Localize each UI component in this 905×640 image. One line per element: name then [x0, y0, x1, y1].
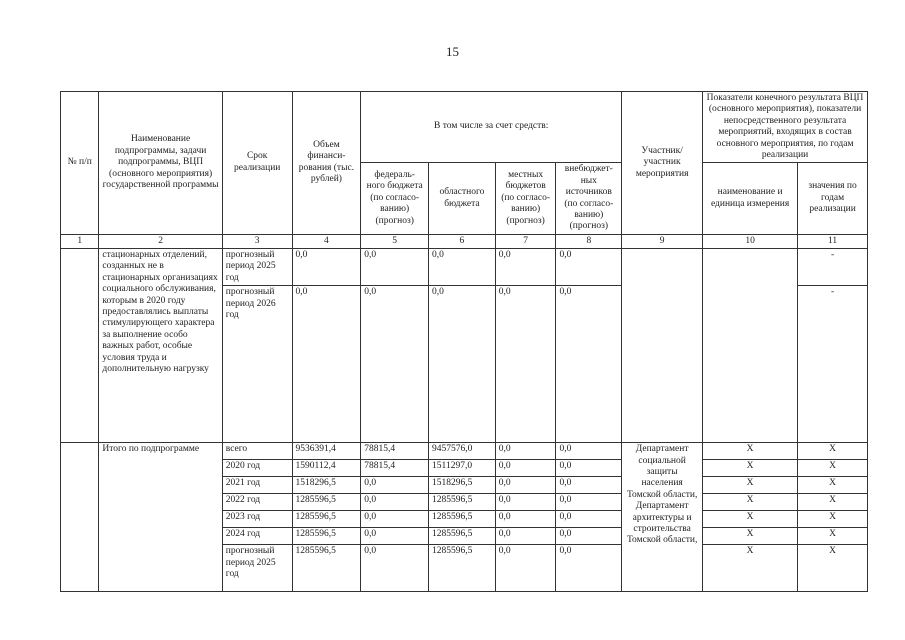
extra-cell: 0,0	[556, 545, 622, 592]
regional-cell: 1518296,5	[429, 477, 496, 494]
measure-name: стационарных отделений, созданных не в стационарных организациях социального обслуживания, которым в 2020 году предоставлялись выплаты стимулирующего характера за выполнение особо важных работ, особые условия труда и дополнительную нагрузку	[99, 249, 222, 443]
volume-cell: 0,0	[292, 249, 361, 286]
regional-cell: 0,0	[429, 286, 496, 443]
federal-cell: 78815,4	[361, 443, 429, 460]
indicator-value-cell: Х	[798, 477, 868, 494]
local-cell: 0,0	[495, 443, 556, 460]
header-indicator-name: наименование и единица измерения	[703, 163, 798, 234]
indicator-value-cell: Х	[798, 545, 868, 592]
indicator-value-cell: Х	[798, 494, 868, 511]
local-cell: 0,0	[495, 286, 556, 443]
period-cell: 2021 год	[222, 477, 292, 494]
header-local: местных бюджетов (по согласо- ванию) (прогноз)	[495, 163, 556, 234]
period-cell: 2024 год	[222, 528, 292, 545]
indicator-value-cell: Х	[798, 511, 868, 528]
federal-cell: 0,0	[361, 286, 429, 443]
federal-cell: 0,0	[361, 477, 429, 494]
volume-cell: 1285596,5	[292, 511, 361, 528]
column-number: 7	[495, 234, 556, 248]
indicator-name-cell: Х	[703, 477, 798, 494]
regional-cell: 1285596,5	[429, 511, 496, 528]
period-cell: прогнозный период 2026 год	[222, 286, 292, 443]
volume-cell: 1590112,4	[292, 460, 361, 477]
federal-cell: 0,0	[361, 545, 429, 592]
period-cell: всего	[222, 443, 292, 460]
header-extra: внебюджет- ных источников (по согласо- ванию) (прогноз)	[556, 163, 622, 234]
column-number: 1	[61, 234, 99, 248]
extra-cell: 0,0	[556, 494, 622, 511]
header-indicators-group: Показатели конечного результата ВЦП (основного мероприятия), показатели непосредственного результата мероприятий, входящих в состав основного мероприятия, по годам реализации	[703, 92, 868, 163]
indicator-name-cell: Х	[703, 443, 798, 460]
local-cell: 0,0	[495, 528, 556, 545]
header-sources-group: В том числе за счет средств:	[361, 92, 622, 163]
local-cell: 0,0	[495, 477, 556, 494]
header-name: Наименование подпрограммы, задачи подпрограммы, ВЦП (основного мероприятия) государственной программы	[99, 92, 222, 235]
indicator-name-cell	[703, 249, 798, 443]
federal-cell: 0,0	[361, 494, 429, 511]
federal-cell: 0,0	[361, 249, 429, 286]
local-cell: 0,0	[495, 249, 556, 286]
subtotal-name: Итого по подпрограмме	[99, 443, 222, 592]
column-number: 8	[556, 234, 622, 248]
extra-cell: 0,0	[556, 443, 622, 460]
row-number-cell	[61, 249, 99, 443]
column-number: 3	[222, 234, 292, 248]
indicator-name-cell: Х	[703, 545, 798, 592]
indicator-value-cell: Х	[798, 528, 868, 545]
column-number: 2	[99, 234, 222, 248]
indicator-value-cell: -	[798, 286, 868, 443]
local-cell: 0,0	[495, 494, 556, 511]
indicator-name-cell: Х	[703, 511, 798, 528]
header-participant: Участник/ участник мероприятия	[622, 92, 703, 235]
program-table	[60, 91, 868, 592]
participant-cell: Департамент социальной защиты населения Томской области, Департамент архитектуры и строительства Томской области,	[622, 443, 703, 592]
column-number: 9	[622, 234, 703, 248]
federal-cell: 78815,4	[361, 460, 429, 477]
participant-cell	[622, 249, 703, 443]
federal-cell: 0,0	[361, 511, 429, 528]
header-no: № п/п	[61, 92, 99, 235]
extra-cell: 0,0	[556, 528, 622, 545]
local-cell: 0,0	[495, 545, 556, 592]
period-cell: 2020 год	[222, 460, 292, 477]
regional-cell: 1285596,5	[429, 494, 496, 511]
volume-cell: 1518296,5	[292, 477, 361, 494]
regional-cell: 1285596,5	[429, 528, 496, 545]
column-number: 6	[429, 234, 496, 248]
volume-cell: 1285596,5	[292, 528, 361, 545]
extra-cell: 0,0	[556, 460, 622, 477]
extra-cell: 0,0	[556, 249, 622, 286]
row-number-cell	[61, 443, 99, 592]
column-number: 4	[292, 234, 361, 248]
header-volume: Объем финанси- рования (тыс. рублей)	[292, 92, 361, 235]
period-cell: прогнозный период 2025 год	[222, 545, 292, 592]
period-cell: прогнозный период 2025 год	[222, 249, 292, 286]
header-federal: федераль- ного бюджета (по согласо- ванию) (прогноз)	[361, 163, 429, 234]
local-cell: 0,0	[495, 511, 556, 528]
indicator-value-cell: Х	[798, 460, 868, 477]
column-number: 5	[361, 234, 429, 248]
extra-cell: 0,0	[556, 477, 622, 494]
extra-cell: 0,0	[556, 286, 622, 443]
column-number: 10	[703, 234, 798, 248]
period-cell: 2022 год	[222, 494, 292, 511]
indicator-name-cell: Х	[703, 494, 798, 511]
header-regional: областного бюджета	[429, 163, 496, 234]
period-cell: 2023 год	[222, 511, 292, 528]
indicator-value-cell: Х	[798, 443, 868, 460]
volume-cell: 0,0	[292, 286, 361, 443]
column-number: 11	[798, 234, 868, 248]
header-indicator-values: значения по годам реализации	[798, 163, 868, 234]
regional-cell: 1511297,0	[429, 460, 496, 477]
extra-cell: 0,0	[556, 511, 622, 528]
volume-cell: 1285596,5	[292, 494, 361, 511]
volume-cell: 9536391,4	[292, 443, 361, 460]
indicator-name-cell: Х	[703, 460, 798, 477]
regional-cell: 9457576,0	[429, 443, 496, 460]
volume-cell: 1285596,5	[292, 545, 361, 592]
regional-cell: 0,0	[429, 249, 496, 286]
regional-cell: 1285596,5	[429, 545, 496, 592]
local-cell: 0,0	[495, 460, 556, 477]
header-period: Срок реализации	[222, 92, 292, 235]
page-number: 15	[446, 44, 459, 59]
federal-cell: 0,0	[361, 528, 429, 545]
indicator-name-cell: Х	[703, 528, 798, 545]
indicator-value-cell: -	[798, 249, 868, 286]
